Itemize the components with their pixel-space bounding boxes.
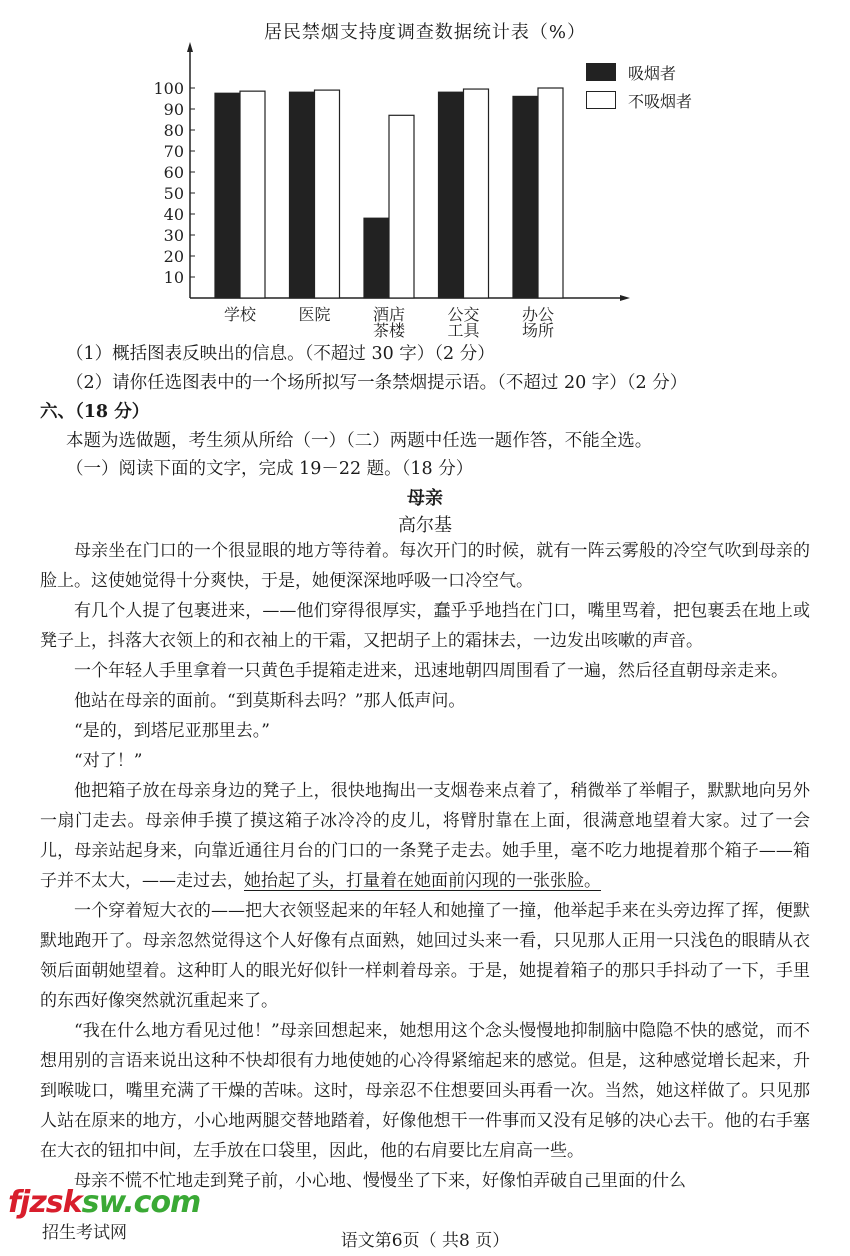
legend-swatch-nonsmokers — [586, 91, 616, 109]
page-footer: 语文第6页（ 共8 页） — [340, 1231, 510, 1251]
section-instruction: 本题为选做题，考生须从所给（一）（二）两题中任选一题作答，不能全选。 — [66, 431, 653, 451]
y-tick-label: 20 — [163, 247, 184, 266]
bar-nonsmokers — [538, 88, 563, 298]
article-title: 母亲 — [407, 488, 443, 509]
legend-label-smokers: 吸烟者 — [628, 63, 677, 83]
y-tick-label: 50 — [163, 184, 184, 203]
x-tick-label: 场所 — [521, 321, 555, 340]
y-tick-label: 90 — [163, 100, 184, 119]
question-2: （2）请你任选图表中的一个场所拟写一条禁烟提示语。（不超过 20 字）（2 分） — [66, 373, 688, 393]
bar-nonsmokers — [389, 115, 414, 298]
bar-smokers — [513, 96, 538, 298]
paragraph: “是的，到塔尼亚那里去。” — [74, 721, 270, 741]
y-tick-label: 80 — [163, 121, 184, 140]
legend-item-smokers — [586, 58, 692, 86]
question-1: （1）概括图表反映出的信息。（不超过 30 字）（2 分） — [66, 344, 495, 364]
y-tick-label: 70 — [163, 142, 184, 161]
watermark-brand — [8, 1185, 200, 1220]
bar-chart — [140, 40, 640, 340]
paragraph: 一个穿着短大衣的——把大衣领竖起来的年轻人和她撞了一撞，他举起手来在头旁边挥了挥，便默默地跑开了。母亲忽然觉得这个人好像有点面熟，她回过头来一看，只见那人正用一只浅色的眼睛从衣领后面朝她望着。这种盯人的眼光好似针一样刺着母亲。于是，她提着箱子的那只手抖动了一下，手里的东西好像突然就沉重起来了。 — [40, 901, 810, 1011]
underlined-sentence: 她抬起了头，打量着在她面前闪现的一张张脸。 — [244, 871, 601, 891]
paragraph: 他站在母亲的面前。“到莫斯科去吗？”那人低声问。 — [74, 691, 466, 711]
y-axis-arrow — [187, 42, 193, 52]
paragraph — [40, 776, 810, 896]
y-tick-label: 10 — [163, 268, 184, 287]
paragraph: 一个年轻人手里拿着一只黄色手提箱走进来，迅速地朝四周围看了一遍，然后径直朝母亲走来。 — [74, 661, 788, 681]
y-tick-label: 100 — [153, 79, 184, 98]
chart-title: 居民禁烟支持度调查数据统计表（%） — [263, 22, 587, 43]
chart-legend — [586, 58, 692, 114]
y-tick-label: 60 — [163, 163, 184, 182]
legend-label-nonsmokers: 不吸烟者 — [628, 91, 693, 111]
section-subheading: （一）阅读下面的文字，完成 19－22 题。（18 分） — [66, 459, 474, 479]
x-tick-label: 办公 — [521, 305, 555, 324]
bar-smokers — [215, 93, 240, 298]
watermark-brand-red: fjzsk — [8, 1185, 82, 1220]
paragraph: “对了！” — [74, 751, 143, 771]
x-tick-label: 学校 — [223, 305, 257, 324]
bar-smokers — [439, 92, 464, 298]
legend-item-nonsmokers — [586, 86, 692, 114]
legend-swatch-smokers — [586, 63, 616, 81]
paragraph: 母亲不慌不忙地走到凳子前，小心地、慢慢坐了下来，好像怕弄破自己里面的什么 — [74, 1171, 686, 1191]
paragraph: 母亲坐在门口的一个很显眼的地方等待着。每次开门的时候，就有一阵云雾般的冷空气吹到母亲的脸上。这使她觉得十分爽快，于是，她便深深地呼吸一口冷空气。 — [40, 541, 810, 591]
paragraph: “我在什么地方看见过他！”母亲回想起来，她想用这个念头慢慢地抑制脑中隐隐不快的感觉，而不想用别的言语来说出这种不快却很有力地使她的心冷得紧缩起来的感觉。但是，这种感觉增长起来，升到喉咙口，嘴里充满了干燥的苦味。这时，母亲忍不住想要回头再看一次。当然，她这样做了。只见那人站在原来的地方，小心地两腿交替地踏着，好像他想干一件事而又没有足够的决心去干。他的右手塞在大衣的钮扣中间，左手放在口袋里，因此，他的右肩要比左肩高一些。 — [40, 1021, 810, 1161]
bar-nonsmokers — [315, 90, 340, 298]
y-tick-label: 30 — [163, 226, 184, 245]
bar-smokers — [364, 218, 389, 298]
bar-nonsmokers — [240, 91, 265, 298]
x-tick-label: 公交 — [447, 305, 480, 324]
x-axis-arrow — [620, 295, 630, 301]
bar-smokers — [290, 92, 315, 298]
x-tick-label: 酒店 — [372, 305, 406, 324]
bar-nonsmokers — [464, 89, 489, 298]
article-author: 高尔基 — [398, 515, 452, 536]
paragraph: 有几个人提了包裹进来，——他们穿得很厚实，蠢乎乎地挡在门口，嘴里骂着，把包裹丢在地上或凳子上，抖落大衣领上的和衣袖上的干霜，又把胡子上的霜抹去，一边发出咳嗽的声音。 — [40, 601, 810, 651]
x-tick-label: 茶楼 — [372, 321, 406, 340]
x-tick-label: 工具 — [447, 321, 480, 340]
x-tick-label: 医院 — [298, 305, 331, 324]
article-body — [40, 536, 810, 1196]
watermark-brand-green: sw.com — [81, 1185, 201, 1220]
y-tick-label: 40 — [163, 205, 184, 224]
section-heading: 六、（18 分） — [40, 402, 150, 422]
watermark-subtitle: 招生考试网 — [42, 1223, 127, 1243]
paragraph-text: 他把箱子放在母亲身边的凳子上，很快地掏出一支烟卷来点着了，稍微举了举帽子，默默地向另外一扇门走去。母亲伸手摸了摸这箱子冰冷冷的皮儿，将臂肘靠在上面，很满意地望着大家。过了一会儿，母亲站起身来，向靠近通往月台的门口的一条凳子走去。她手里，毫不吃力地提着那个箱子——箱子并不太大，——走过去， — [40, 781, 810, 891]
